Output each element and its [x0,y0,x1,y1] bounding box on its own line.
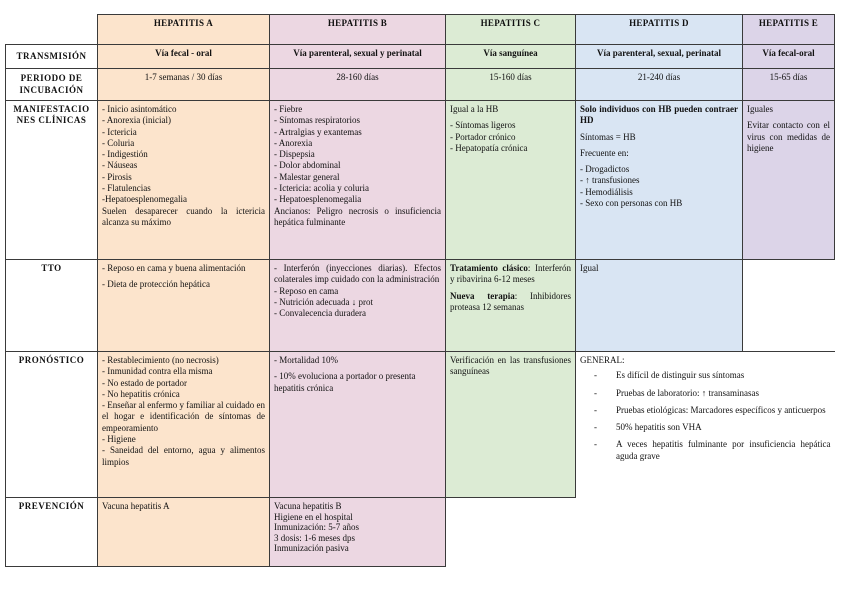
manifestaciones-c [446,101,576,260]
row-manifestaciones [6,101,835,260]
row-label-incubacion-line-1: PERIODO DE [20,73,83,84]
list-item: - Ictericia: acolia y coluria [274,183,369,194]
transmision-d: Vía parenteral, sexual, perinatal [576,45,743,69]
list-item: Frecuente en: [580,147,629,158]
transmision-e: Vía fecal-oral [743,45,835,69]
transmision-c: Vía sanguínea [446,45,576,69]
list-item: - No estado de portador [102,377,187,388]
list-item: Inmunización pasiva [274,543,349,554]
row-tto [6,260,835,352]
list-item: Higiene en el hospital [274,511,353,522]
list-item: - Nutrición adecuada ↓ prot [274,296,373,307]
list-item: - Reposo en cama [274,285,339,296]
list-item: - 10% evoluciona a portador o presenta hepatitis crónica [274,371,416,393]
list-item: - Pruebas etiológicas: Marcadores específicos y anticuerpos [616,405,831,416]
list-item: - Artralgias y exantemas [274,126,362,137]
list-item: - Síntomas respiratorios [274,115,360,126]
transmision-b: Vía parenteral, sexual y perinatal [270,45,446,69]
list-item: - Pirosis [102,171,132,182]
tto-e-empty [743,260,835,352]
prevencion-b [270,498,446,567]
list-item: - Saneidad del entorno, agua y alimentos limpios [102,445,265,467]
tto-c-classic [450,263,571,286]
row-incubacion [6,69,835,101]
col-header-hepatitis-e: HEPATITIS E [743,15,835,45]
general-title: GENERAL: [580,355,625,365]
row-label-incubacion [6,69,98,101]
list-item: Inmunización: 5-7 años [274,522,359,533]
list-item: - Anorexia [274,137,313,148]
list-item: Suelen desaparecer cuando la ictericia alcanza su máximo [102,205,265,227]
list-item: - Indigestión [102,149,148,160]
tto-c [446,260,576,352]
list-item: - A veces hepatitis fulminante por insuficiencia hepática aguda grave [616,439,831,462]
list-item: - Mortalidad 10% [274,355,338,365]
list-item: Evitar contacto con el virus con medidas de higiene [747,120,830,153]
list-item: - Convalecencia duradera [274,308,366,319]
manifestaciones-b [270,101,446,260]
list-item: - Sexo con personas con HB [580,198,683,209]
list-item: - ↑ transfusiones [580,175,640,186]
list-item: - Náuseas [102,160,138,171]
tto-d: Igual [576,260,743,352]
row-label-incubacion-line-2: INCUBACIÓN [19,84,84,95]
pronostico-general [576,352,835,498]
general-list [580,370,831,462]
list-item: - 50% hepatitis son VHA [616,422,831,433]
row-label-prevencion: PREVENCIÓN [6,498,98,567]
incubacion-a: 1-7 semanas / 30 días [98,69,270,101]
list-item: - Restablecimiento (no necrosis) [102,355,219,365]
manifestaciones-d [576,101,743,260]
list-item: Iguales [747,104,773,114]
tto-c-new-text: : Inhibidores proteasa 12 semanas [450,290,571,312]
pronostico-a [98,352,270,498]
list-item: Síntomas = HB [580,131,636,142]
list-item: Ancianos: Peligro necrosis o insuficiencia hepática fulminante [274,205,441,227]
row-pronostico [6,352,835,498]
list-item: - Drogadictos [580,164,630,175]
col-header-hepatitis-d: HEPATITIS D [576,15,743,45]
list-item: - Coluria [102,137,135,148]
row-prevencion [6,498,835,567]
row-transmision [6,45,835,69]
tto-b [270,260,446,352]
list-item: - Es difícil de distinguir sus síntomas [616,370,831,381]
list-item: - Inicio asintomático [102,104,177,114]
hepatitis-table [5,14,835,567]
list-item: - Dispepsia [274,149,315,160]
list-item: - Reposo en cama y buena alimentación [102,263,246,273]
row-label-tto: TTO [6,260,98,352]
row-label-manifestaciones [6,101,98,260]
row-label-manifestaciones-line-1: MANIFESTACIO [13,104,90,114]
list-item: - Hepatopatía crónica [450,142,528,153]
list-item: - Enseñar al enfermo y familiar al cuidado en el hogar e identificación de síntomas de empeoramiento [102,400,265,433]
list-item: - Interferón (inyecciones diarias). Efectos colaterales imp cuidado con la administración [274,263,441,285]
list-item: - Portador crónico [450,131,516,142]
pronostico-b [270,352,446,498]
col-header-hepatitis-c: HEPATITIS C [446,15,576,45]
list-item: -Hepatoesplenomegalia [102,194,187,205]
list-item: Vacuna hepatitis B [274,501,342,511]
row-label-pronostico: PRONÓSTICO [6,352,98,498]
prevencion-a: Vacuna hepatitis A [98,498,270,567]
pronostico-c: Verificación en las transfusiones sanguíneas [446,352,576,498]
list-item: - Dieta de protección hepática [102,279,210,290]
incubacion-b: 28-160 días [270,69,446,101]
transmision-a: Vía fecal - oral [98,45,270,69]
list-item: - Flatulencias [102,183,151,194]
list-item: - Fiebre [274,104,303,114]
incubacion-c: 15-160 días [446,69,576,101]
list-item: - Inmunidad contra ella misma [102,366,213,377]
list-item: - Malestar general [274,171,340,182]
header-row [6,15,835,45]
tto-c-classic-text: : Interferón y ribavirina 6-12 meses [450,263,571,285]
manifestaciones-a [98,101,270,260]
incubacion-e: 15-65 días [743,69,835,101]
list-item: - Síntomas ligeros [450,120,516,131]
list-item: 3 dosis: 1-6 meses dps [274,532,355,543]
prevencion-empty [446,498,835,567]
list-item: - Ictericia [102,126,137,137]
list-item: - Hepatoesplenomegalia [274,194,362,205]
manifestaciones-e [743,101,835,260]
corner-cell [6,15,98,45]
tto-a [98,260,270,352]
col-header-hepatitis-b: HEPATITIS B [270,15,446,45]
col-header-hepatitis-a: HEPATITIS A [98,15,270,45]
list-item: - Hemodiálisis [580,186,633,197]
tto-c-classic-label: Tratamiento clásico [450,263,528,273]
tto-c-new-label: Nueva terapia [450,290,515,301]
incubacion-d: 21-240 días [576,69,743,101]
tto-c-new [450,291,571,314]
row-label-manifestaciones-line-2: NES CLÍNICAS [16,115,87,126]
row-label-transmision: TRANSMISIÓN [6,45,98,69]
list-item: - Pruebas de laboratorio: ↑ transaminasas [616,388,831,399]
list-item: - Higiene [102,434,136,445]
list-item: - Dolor abdominal [274,160,341,171]
manifestaciones-d-note: Solo individuos con HB pueden contraer HD [580,104,738,126]
list-item: Igual a la HB [450,104,499,114]
list-item: - No hepatitis crónica [102,388,180,399]
list-item: - Anorexia (inicial) [102,115,171,126]
